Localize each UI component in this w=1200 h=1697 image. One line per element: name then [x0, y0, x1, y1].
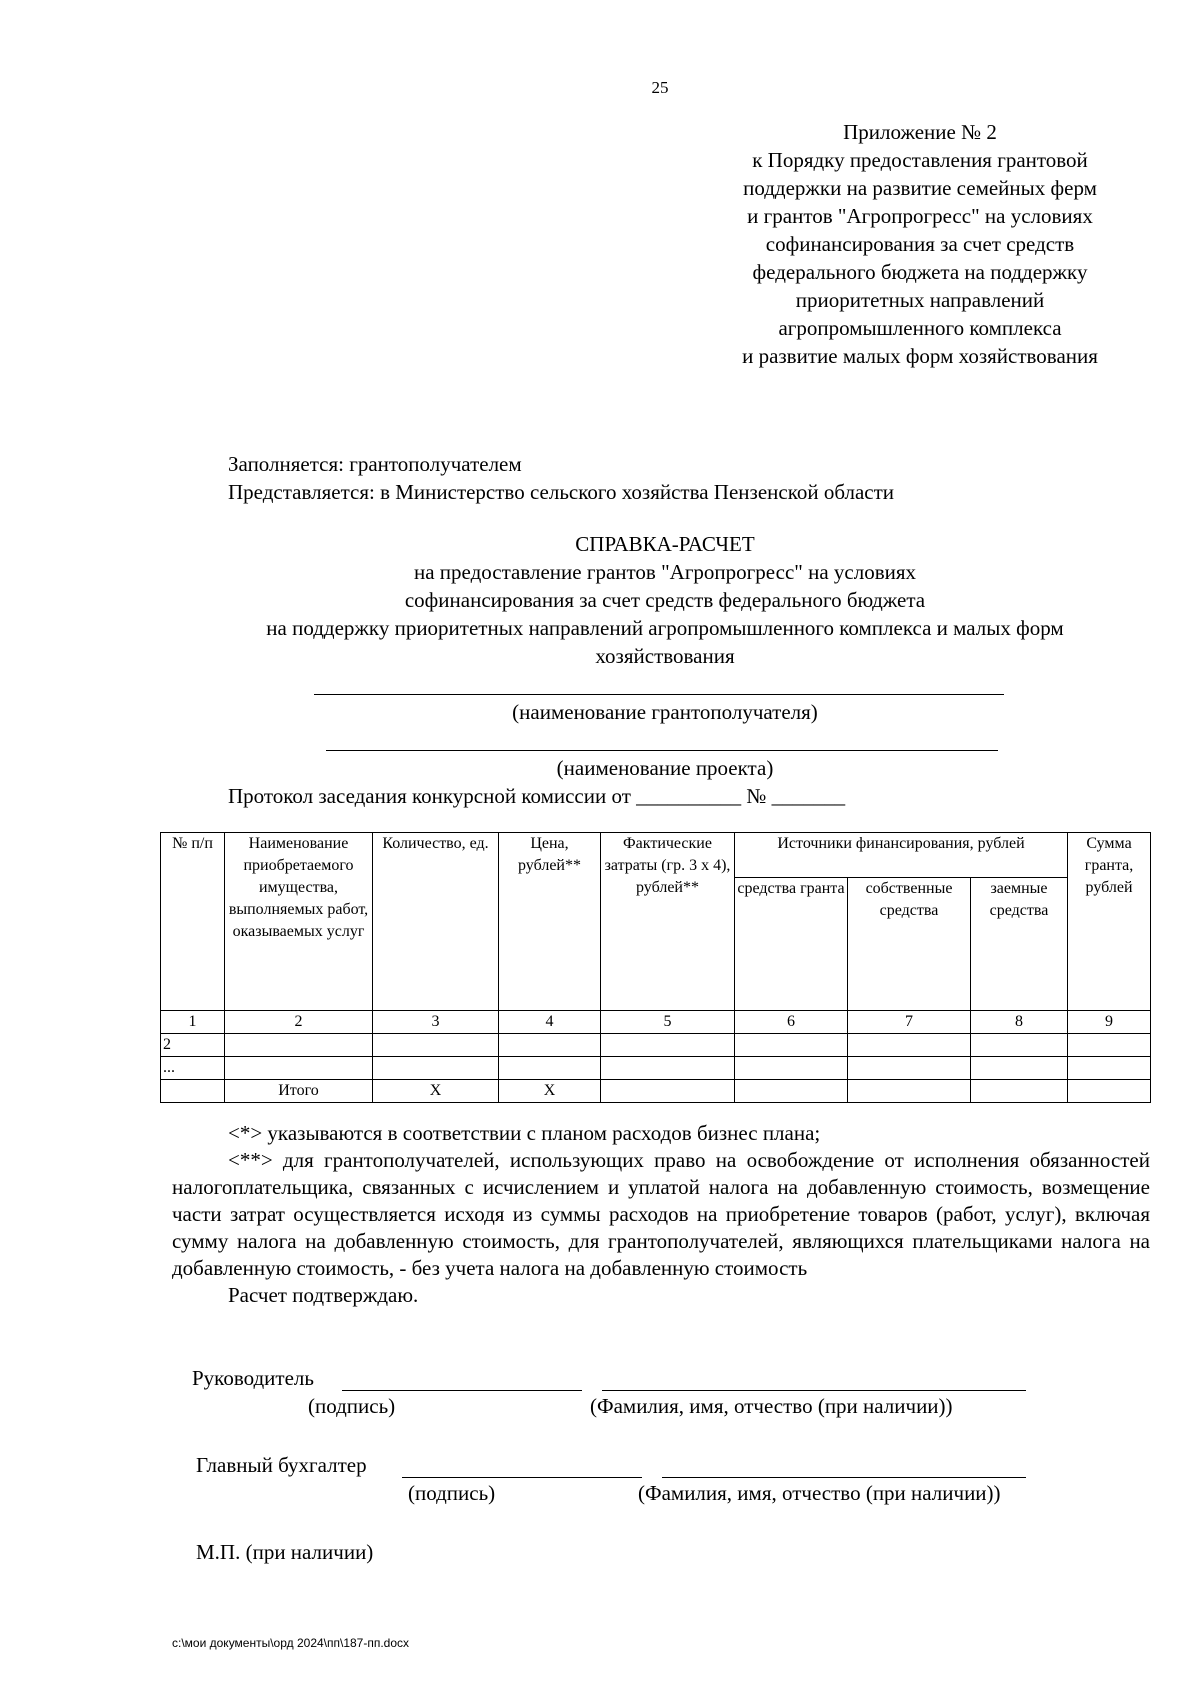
protocol-line: Протокол заседания конкурсной комиссии от __________ № _______	[228, 784, 846, 808]
head-signature-caption: (подпись)	[308, 1394, 396, 1418]
appendix-line: и грантов "Агропрогресс" на условиях	[747, 204, 1093, 228]
total-price: Х	[499, 1080, 601, 1103]
table-cell	[971, 1034, 1068, 1057]
seal-placeholder: М.П. (при наличии)	[196, 1540, 374, 1564]
submitted-to: Представляется: в Министерство сельского хозяйства Пензенской области	[228, 480, 895, 504]
project-caption: (наименование проекта)	[556, 756, 774, 780]
accountant-name-line	[662, 1477, 1026, 1478]
appendix-line: поддержки на развитие семейных ферм	[743, 176, 1097, 200]
recipient-name-line	[314, 694, 1004, 695]
table-cell	[971, 1080, 1068, 1103]
header-number: № п/п	[161, 833, 225, 1011]
column-number: 9	[1068, 1011, 1151, 1034]
header-actual-costs: Фактические затраты (гр. 3 х 4), рублей**	[601, 833, 735, 1011]
header-grant-amount: Сумма гранта, рублей	[1068, 833, 1151, 1011]
total-row	[161, 1080, 1151, 1103]
column-number: 3	[373, 1011, 499, 1034]
table-row	[161, 1057, 1151, 1080]
document-title: СПРАВКА-РАСЧЕТ	[575, 532, 755, 556]
header-quantity: Количество, ед.	[373, 833, 499, 1011]
table-cell	[601, 1057, 735, 1080]
column-number: 7	[848, 1011, 971, 1034]
table-cell	[1068, 1057, 1151, 1080]
table-cell	[225, 1057, 373, 1080]
accountant-name-caption: (Фамилия, имя, отчество (при наличии))	[638, 1481, 1001, 1505]
file-path-footer: c:\мои документы\орд 2024\пп\187-пп.docx	[172, 1636, 410, 1650]
header-borrowed-funds: заемные средства	[971, 878, 1068, 1011]
accountant-signature-line	[402, 1477, 642, 1478]
table-cell	[161, 1080, 225, 1103]
filled-by: Заполняется: грантополучателем	[228, 452, 522, 476]
column-number: 1	[161, 1011, 225, 1034]
table-cell	[499, 1057, 601, 1080]
table-cell	[601, 1034, 735, 1057]
table-cell	[499, 1034, 601, 1057]
title-line: софинансирования за счет средств федерального бюджета	[404, 588, 926, 612]
table-cell	[601, 1080, 735, 1103]
column-number: 4	[499, 1011, 601, 1034]
table-cell	[848, 1080, 971, 1103]
appendix-line: агропромышленного комплекса	[778, 316, 1062, 340]
table-row	[161, 1034, 1151, 1057]
title-line: хозяйствования	[595, 644, 735, 668]
appendix-line: софинансирования за счет средств	[765, 232, 1075, 256]
appendix-line: Приложение № 2	[843, 120, 997, 144]
table-cell	[848, 1057, 971, 1080]
column-number-row	[161, 1011, 1151, 1034]
table-cell	[735, 1034, 848, 1057]
note-single-star: <*> указываются в соответствии с планом расходов бизнес плана;	[228, 1121, 821, 1145]
calculation-table	[160, 832, 1151, 1103]
column-number: 2	[225, 1011, 373, 1034]
column-number: 6	[735, 1011, 848, 1034]
accountant-signature-label: Главный бухгалтер	[196, 1453, 367, 1477]
table-cell	[848, 1034, 971, 1057]
header-item-name: Наименование приобретаемого имущества, выполняемых работ, оказываемых услуг	[225, 833, 373, 1011]
confirmation-text: Расчет подтверждаю.	[228, 1283, 419, 1307]
table-cell	[1068, 1034, 1151, 1057]
notes-section	[172, 1120, 1150, 1309]
page-number: 25	[651, 78, 669, 97]
table-cell	[735, 1080, 848, 1103]
table-cell	[1068, 1080, 1151, 1103]
header-price: Цена, рублей**	[499, 833, 601, 1011]
header-grant-funds: средства гранта	[735, 878, 848, 1011]
appendix-line: приоритетных направлений	[795, 288, 1045, 312]
title-line: на предоставление грантов "Агропрогресс" на условиях	[413, 560, 917, 584]
note-double-star: <**> для грантополучателей, использующих право на освобождение от исполнения обязанностей налогоплательщика, связанных с исчислением и уплатой налога на добавленную стоимость, возмещение части затрат осуществляется исходя из суммы расходов на приобретение товаров (работ, услуг), включая сумму налога на добавленную стоимость, для грантополучателей, являющихся плательщиками налога на добавленную стоимость, - без учета налога на добавленную стоимость	[172, 1148, 1150, 1280]
row-number: ...	[161, 1057, 225, 1080]
table-cell	[971, 1057, 1068, 1080]
column-number: 8	[971, 1011, 1068, 1034]
table-cell	[735, 1057, 848, 1080]
total-quantity: Х	[373, 1080, 499, 1103]
head-name-line	[602, 1390, 1026, 1391]
appendix-line: к Порядку предоставления грантовой	[752, 148, 1088, 172]
row-number: 2	[161, 1034, 225, 1057]
head-signature-line	[342, 1390, 582, 1391]
project-name-line	[326, 750, 998, 751]
head-name-caption: (Фамилия, имя, отчество (при наличии))	[590, 1394, 953, 1418]
table-cell	[225, 1034, 373, 1057]
header-own-funds: собственные средства	[848, 878, 971, 1011]
table-cell	[373, 1057, 499, 1080]
appendix-line: и развитие малых форм хозяйствования	[742, 344, 1098, 368]
total-label: Итого	[225, 1080, 373, 1103]
head-signature-label: Руководитель	[192, 1366, 314, 1390]
accountant-signature-caption: (подпись)	[408, 1481, 496, 1505]
title-line: на поддержку приоритетных направлений агропромышленного комплекса и малых форм	[266, 616, 1064, 640]
column-number: 5	[601, 1011, 735, 1034]
header-funding-sources: Источники финансирования, рублей	[735, 833, 1068, 878]
appendix-line: федерального бюджета на поддержку	[752, 260, 1088, 284]
recipient-caption: (наименование грантополучателя)	[512, 700, 818, 724]
table-cell	[373, 1034, 499, 1057]
appendix-header	[690, 118, 1150, 370]
